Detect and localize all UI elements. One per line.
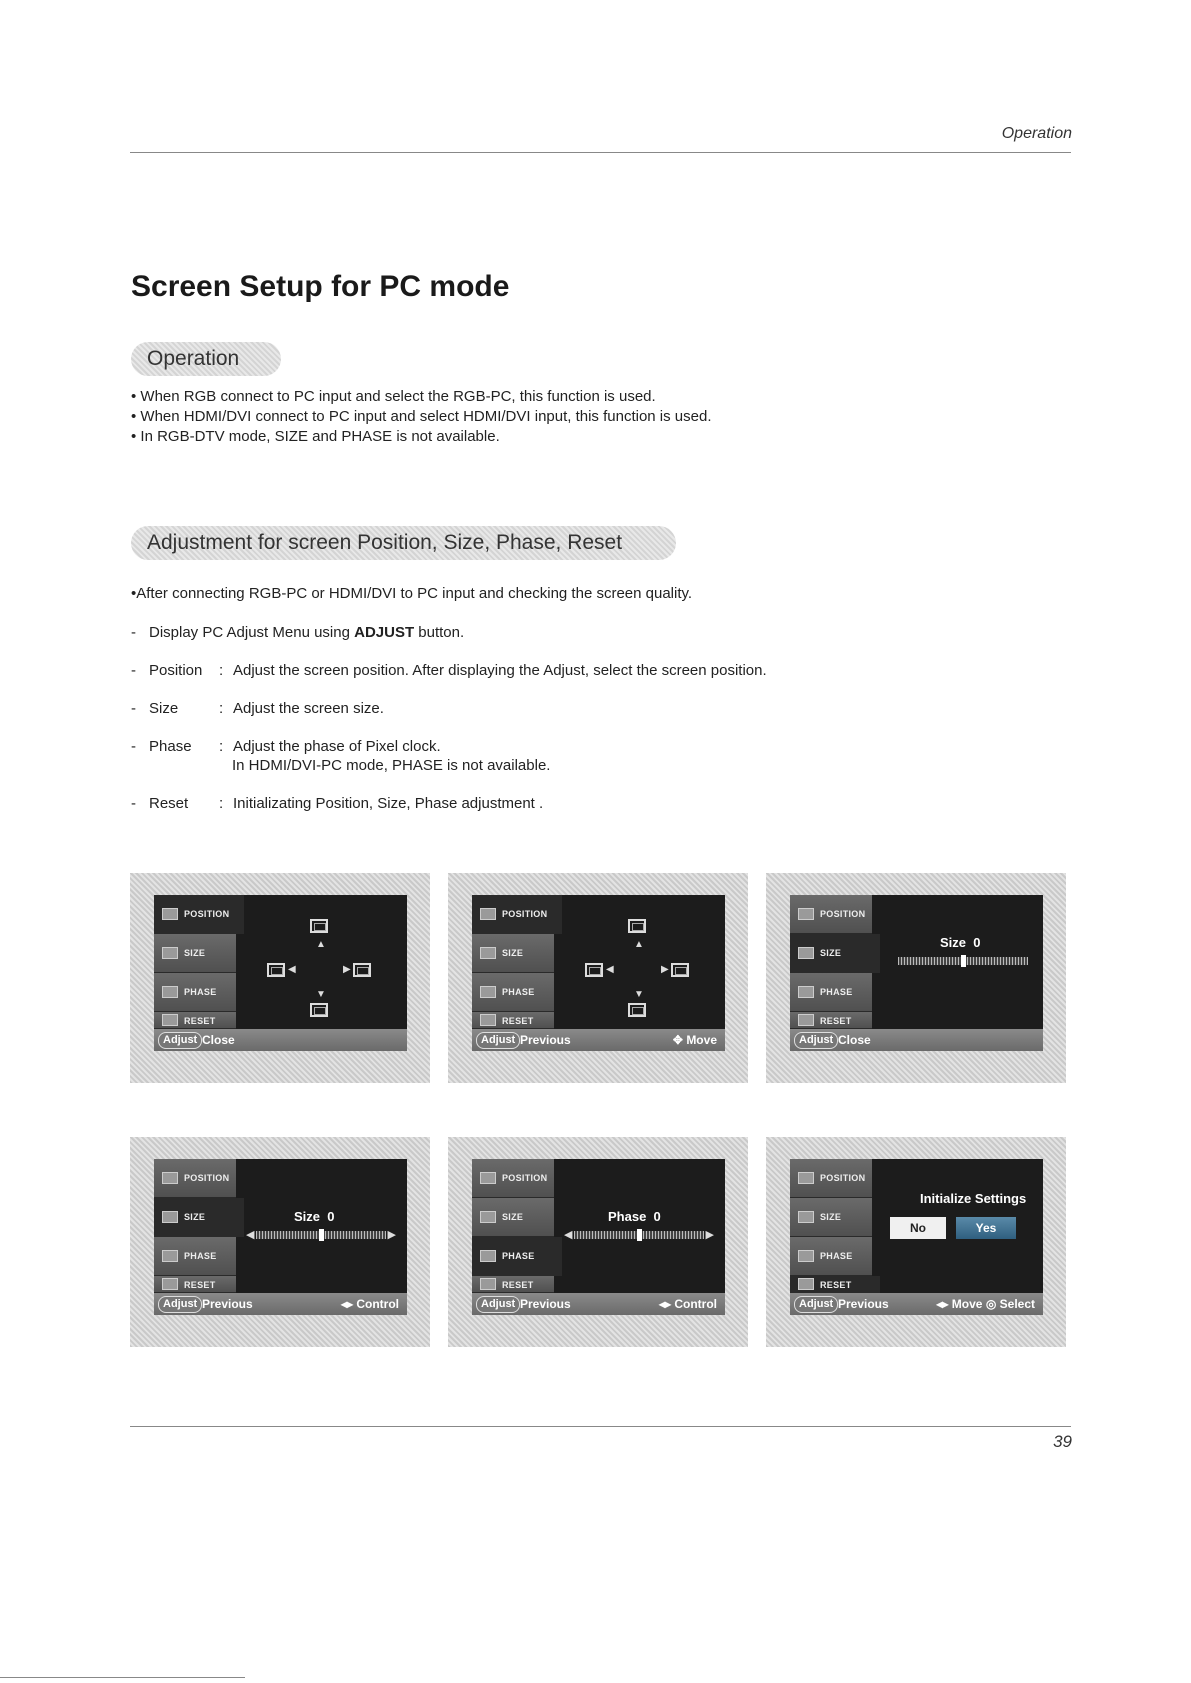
osd-menu-item-phase: PHASE [790,973,872,1012]
left-right-arrows-icon: ◂▸ [936,1297,952,1311]
osd-screen [154,895,407,1051]
phase-icon [798,986,814,998]
osd-menu-item-phase: PHASE [472,973,554,1012]
adjustment-intro: •After connecting RGB-PC or HDMI/DVI to PC input and checking the screen quality. [131,585,693,602]
yes-button: Yes [956,1217,1016,1239]
osd-close-label: Close [838,1033,871,1047]
position-icon [798,908,814,920]
osd-control-hint: ◂▸ Control [340,1297,399,1311]
size-slider [246,1229,396,1241]
arrow-up-icon: ▲ [634,939,644,950]
adjust-key-badge: Adjust [158,1032,202,1049]
osd-screenshot-position-close [130,873,430,1083]
size-icon [798,1211,814,1223]
osd-close-label: Close [202,1033,235,1047]
position-icon [798,1172,814,1184]
adjust-key-badge: Adjust [794,1296,838,1313]
operation-bullet: • When RGB connect to PC input and select the RGB-PC, this function is used. [131,388,656,405]
position-icon [162,1172,178,1184]
select-button-icon: ◎ [985,1297,1000,1311]
osd-menu [790,1159,872,1315]
screen-box-icon [310,1003,328,1017]
arrow-right-icon: ▶ [705,1229,714,1241]
adjust-key-badge: Adjust [158,1296,202,1313]
size-slider [898,957,1028,965]
adjust-key-badge: Adjust [794,1032,838,1049]
osd-screenshot-position-move [448,873,748,1083]
osd-menu-item-reset: RESET [790,1012,872,1029]
size-icon [162,1211,178,1223]
osd-menu-item-size: SIZE [472,1198,554,1237]
osd-screen [472,1159,725,1315]
screen-box-icon [628,919,646,933]
phase-icon [480,1250,496,1262]
osd-bottom-bar [790,1029,1043,1051]
phase-label: Phase 0 [608,1209,661,1224]
arrow-right-icon: ▶ [661,964,669,975]
osd-bottom-bar [790,1293,1043,1315]
osd-screen [790,1159,1043,1315]
page-number: 39 [1053,1432,1072,1451]
reset-icon [162,1014,178,1026]
osd-bottom-bar [472,1293,725,1315]
osd-screenshot-phase-control [448,1137,748,1347]
footer-rule [130,1426,1071,1427]
osd-menu-item-phase: PHASE [472,1237,562,1276]
osd-menu [472,1159,554,1315]
operation-bullet: • In RGB-DTV mode, SIZE and PHASE is not available. [131,428,500,445]
left-right-arrows-icon: ◂▸ [340,1297,357,1311]
screen-box-icon [353,963,371,977]
osd-menu-item-size: SIZE [472,934,554,973]
position-icon [480,908,496,920]
step-phase-note: In HDMI/DVI-PC mode, PHASE is not available. [232,757,551,774]
arrow-down-icon: ▼ [634,989,644,1000]
no-button: No [890,1217,946,1239]
arrow-right-icon: ▶ [387,1229,396,1241]
size-icon [798,947,814,959]
operation-heading: Operation [131,342,281,376]
osd-menu-item-reset: RESET [472,1012,554,1029]
move-arrows-icon: ✥ [672,1033,687,1047]
osd-menu-item-size: SIZE [154,934,236,973]
osd-previous-label: Previous [520,1297,571,1311]
initialize-title: Initialize Settings [920,1191,1027,1206]
slider-knob [319,1229,324,1241]
osd-menu [154,895,236,1051]
osd-move-hint: ✥ Move [672,1033,717,1047]
osd-screen [472,895,725,1051]
osd-bottom-bar [154,1293,407,1315]
phase-icon [798,1250,814,1262]
screen-box-icon [585,963,603,977]
osd-previous-label: Previous [838,1297,889,1311]
osd-previous-label: Previous [202,1297,253,1311]
osd-move-select-hint: ◂▸ Move ◎ Select [936,1297,1035,1311]
osd-menu-item-size: SIZE [154,1198,244,1237]
page-title: Screen Setup for PC mode [131,270,510,303]
position-icon [480,1172,496,1184]
header-rule [130,152,1071,153]
adjust-key-badge: Adjust [476,1296,520,1313]
osd-screen [154,1159,407,1315]
slider-knob [961,955,966,967]
arrow-left-icon: ◀ [564,1229,573,1241]
osd-screenshot-size-control [130,1137,430,1347]
phase-icon [480,986,496,998]
osd-menu-item-size: SIZE [790,934,880,973]
screen-box-icon [628,1003,646,1017]
osd-menu-item-reset: RESET [154,1276,236,1293]
running-header: Operation [1001,125,1072,142]
reset-icon [480,1014,496,1026]
step-display: - Display PC Adjust Menu using ADJUST button. [131,624,465,641]
osd-menu-item-position: POSITION [472,895,562,934]
osd-menu-item-phase: PHASE [154,1237,236,1276]
position-icon [162,908,178,920]
osd-screenshot-reset [766,1137,1066,1347]
reset-icon [480,1278,496,1290]
phase-icon [162,986,178,998]
osd-menu-item-reset: RESET [154,1012,236,1029]
osd-previous-label: Previous [520,1033,571,1047]
adjustment-heading: Adjustment for screen Position, Size, Phase, Reset [131,526,676,560]
size-label: Size 0 [940,935,981,950]
step-phase: - Phase : Adjust the phase of Pixel clock. [131,738,441,755]
osd-menu-item-phase: PHASE [790,1237,872,1276]
arrow-down-icon: ▼ [316,989,326,1000]
phase-slider [564,1229,714,1241]
osd-bottom-bar [472,1029,725,1051]
osd-screenshot-size-close [766,873,1066,1083]
size-label: Size 0 [294,1209,335,1224]
left-right-arrows-icon: ◂▸ [658,1297,675,1311]
osd-menu-item-position: POSITION [154,895,244,934]
osd-menu-item-position: POSITION [790,1159,872,1198]
arrow-left-icon: ◀ [288,964,296,975]
step-reset: - Reset : Initializating Position, Size, Phase adjustment . [131,795,544,812]
arrow-right-icon: ▶ [343,964,351,975]
osd-menu-item-position: POSITION [472,1159,554,1198]
size-icon [480,1211,496,1223]
osd-menu-item-position: POSITION [154,1159,236,1198]
screen-box-icon [310,919,328,933]
operation-bullet: • When HDMI/DVI connect to PC input and select HDMI/DVI input, this function is used. [131,408,712,425]
osd-menu-item-phase: PHASE [154,973,236,1012]
arrow-left-icon: ◀ [246,1229,255,1241]
osd-bottom-bar [154,1029,407,1051]
reset-icon [798,1014,814,1026]
screen-box-icon [267,963,285,977]
reset-icon [798,1278,814,1290]
size-icon [480,947,496,959]
arrow-left-icon: ◀ [606,964,614,975]
step-size: - Size : Adjust the screen size. [131,700,384,717]
osd-menu [790,895,872,1051]
osd-screen [790,895,1043,1051]
osd-menu-item-position: POSITION [790,895,872,934]
size-icon [162,947,178,959]
step-position: - Position : Adjust the screen position. After displaying the Adjust, select the screen position. [131,662,767,679]
slider-knob [637,1229,642,1241]
footer-crop-line [0,1677,245,1678]
osd-menu-item-reset: RESET [790,1276,880,1293]
phase-icon [162,1250,178,1262]
adjust-key-badge: Adjust [476,1032,520,1049]
osd-menu [154,1159,236,1315]
osd-menu [472,895,554,1051]
osd-control-hint: ◂▸ Control [658,1297,717,1311]
screen-box-icon [671,963,689,977]
osd-menu-item-reset: RESET [472,1276,554,1293]
reset-icon [162,1278,178,1290]
arrow-up-icon: ▲ [316,939,326,950]
osd-menu-item-size: SIZE [790,1198,872,1237]
